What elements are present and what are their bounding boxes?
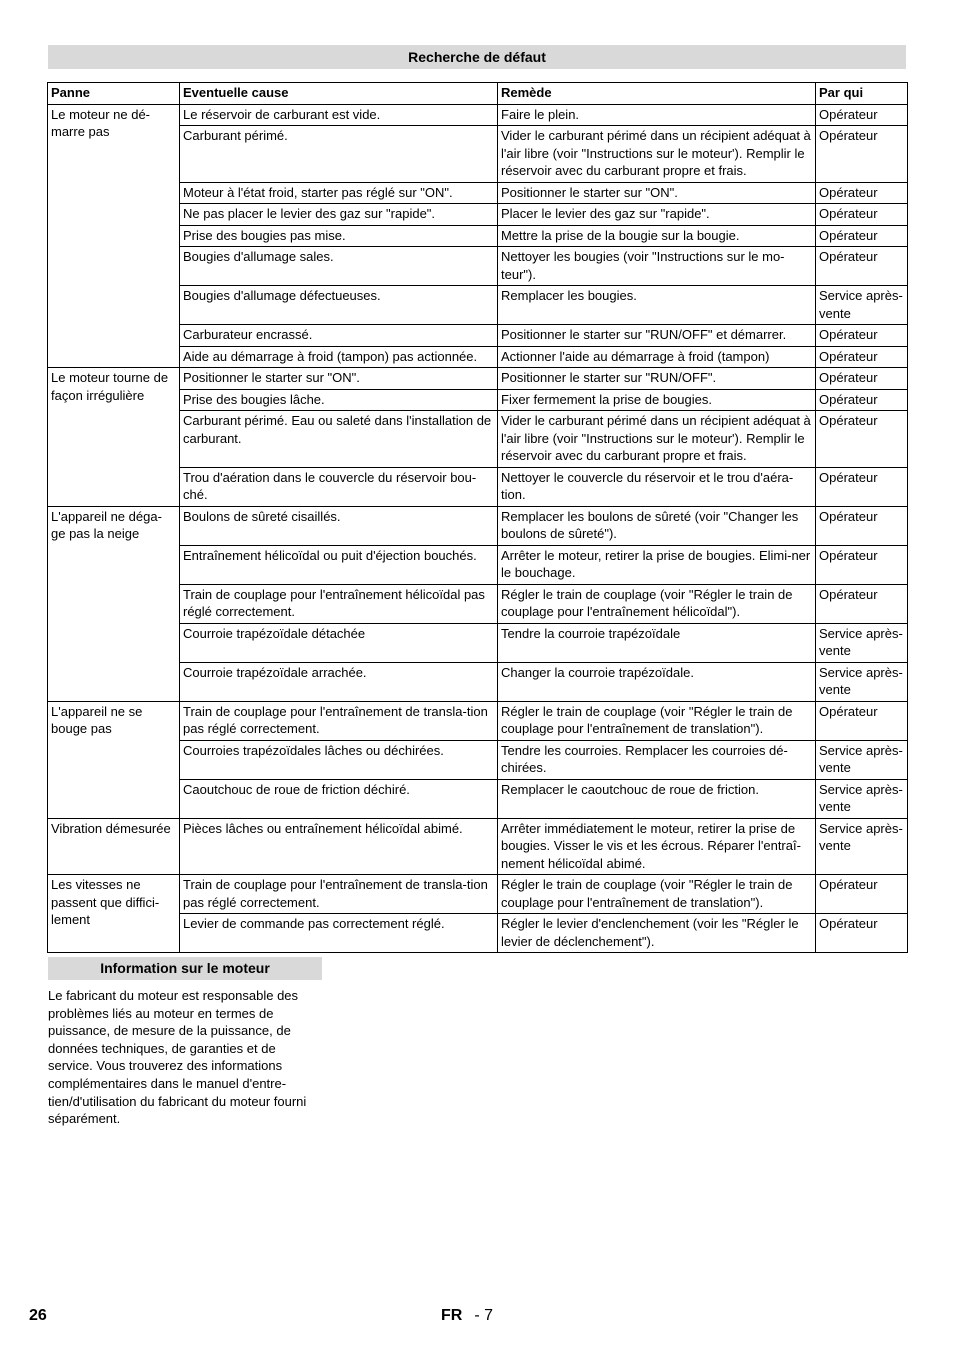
cause-cell: Trou d'aération dans le couvercle du réservoir bou-ché.	[180, 467, 498, 506]
remede-cell: Faire le plein.	[498, 104, 816, 126]
cause-cell: Bougies d'allumage défectueuses.	[180, 286, 498, 325]
panne-cell: L'appareil ne déga-ge pas la neige	[48, 506, 180, 701]
par-qui-cell: Service après-vente	[816, 779, 908, 818]
cause-cell: Carburant périmé.	[180, 126, 498, 183]
cause-cell: Train de couplage pour l'entraînement hélicoïdal pas réglé correctement.	[180, 584, 498, 623]
remede-cell: Régler le train de couplage (voir "Régler le train de couplage pour l'entraînement hélicoïdal").	[498, 584, 816, 623]
cause-cell: Levier de commande pas correctement réglé.	[180, 914, 498, 953]
par-qui-cell: Opérateur	[816, 701, 908, 740]
page-number: 26	[29, 1307, 47, 1324]
column-header: Eventuelle cause	[180, 83, 498, 105]
cause-cell: Train de couplage pour l'entraînement de transla-tion pas réglé correctement.	[180, 701, 498, 740]
table-row	[48, 875, 908, 914]
remede-cell: Arrêter le moteur, retirer la prise de bougies. Elimi-ner le bouchage.	[498, 545, 816, 584]
remede-cell: Vider le carburant périmé dans un récipient adéquat à l'air libre (voir "Instructions sur le moteur'). Remplir le réservoir avec du carburant propre et frais.	[498, 126, 816, 183]
remede-cell: Remplacer les boulons de sûreté (voir "Changer les boulons de sûreté").	[498, 506, 816, 545]
cause-cell: Carburateur encrassé.	[180, 325, 498, 347]
cause-cell: Courroie trapézoïdale détachée	[180, 623, 498, 662]
cause-cell: Courroies trapézoïdales lâches ou déchirées.	[180, 740, 498, 779]
remede-cell: Régler le train de couplage (voir "Régler le train de couplage pour l'entraînement de translation").	[498, 875, 816, 914]
footer-language	[441, 1307, 493, 1325]
cause-cell: Entraînement hélicoïdal ou puit d'éjection bouchés.	[180, 545, 498, 584]
panne-cell: Vibration démesurée	[48, 818, 180, 875]
par-qui-cell: Service après-vente	[816, 662, 908, 701]
par-qui-cell: Opérateur	[816, 584, 908, 623]
cause-cell: Courroie trapézoïdale arrachée.	[180, 662, 498, 701]
panne-cell: Les vitesses ne passent que diffici-lement	[48, 875, 180, 953]
cause-cell: Prise des bougies pas mise.	[180, 225, 498, 247]
cause-cell: Caoutchouc de roue de friction déchiré.	[180, 779, 498, 818]
table-header-row	[48, 83, 908, 105]
par-qui-cell: Service après-vente	[816, 818, 908, 875]
panne-cell: Le moteur tourne de façon irrégulière	[48, 368, 180, 507]
par-qui-cell: Opérateur	[816, 182, 908, 204]
remede-cell: Changer la courroie trapézoïdale.	[498, 662, 816, 701]
remede-cell: Placer le levier des gaz sur "rapide".	[498, 204, 816, 226]
par-qui-cell: Opérateur	[816, 545, 908, 584]
par-qui-cell: Opérateur	[816, 506, 908, 545]
par-qui-cell: Opérateur	[816, 389, 908, 411]
remede-cell: Régler le levier d'enclenchement (voir les "Régler le levier de déclenchement").	[498, 914, 816, 953]
par-qui-cell: Opérateur	[816, 225, 908, 247]
remede-cell: Vider le carburant périmé dans un récipient adéquat à l'air libre (voir "Instructions sur le moteur'). Remplir le réservoir avec du carburant propre et frais.	[498, 411, 816, 468]
par-qui-cell: Opérateur	[816, 325, 908, 347]
par-qui-cell: Service après-vente	[816, 740, 908, 779]
remede-cell: Mettre la prise de la bougie sur la bougie.	[498, 225, 816, 247]
par-qui-cell: Opérateur	[816, 346, 908, 368]
par-qui-cell: Opérateur	[816, 467, 908, 506]
par-qui-cell: Opérateur	[816, 875, 908, 914]
cause-cell: Ne pas placer le levier des gaz sur "rapide".	[180, 204, 498, 226]
cause-cell: Positionner le starter sur "ON".	[180, 368, 498, 390]
par-qui-cell: Opérateur	[816, 104, 908, 126]
table-row	[48, 104, 908, 126]
par-qui-cell: Opérateur	[816, 204, 908, 226]
remede-cell: Tendre les courroies. Remplacer les courroies dé-chirées.	[498, 740, 816, 779]
cause-cell: Pièces lâches ou entraînement hélicoïdal abimé.	[180, 818, 498, 875]
remede-cell: Remplacer les bougies.	[498, 286, 816, 325]
cause-cell: Le réservoir de carburant est vide.	[180, 104, 498, 126]
cause-cell: Moteur à l'état froid, starter pas réglé sur "ON".	[180, 182, 498, 204]
table-row	[48, 818, 908, 875]
par-qui-cell: Service après-vente	[816, 286, 908, 325]
remede-cell: Tendre la courroie trapézoïdale	[498, 623, 816, 662]
par-qui-cell: Service après-vente	[816, 623, 908, 662]
section-title: Recherche de défaut	[48, 45, 906, 69]
par-qui-cell: Opérateur	[816, 914, 908, 953]
remede-cell: Régler le train de couplage (voir "Régler le train de couplage pour l'entraînement de translation").	[498, 701, 816, 740]
footer-page-ref: - 7	[474, 1307, 493, 1324]
column-header: Par qui	[816, 83, 908, 105]
remede-cell: Positionner le starter sur "RUN/OFF".	[498, 368, 816, 390]
info-paragraph: Le fabricant du moteur est responsable des problèmes liés au moteur en termes de puissance, de mesure de la puissance, de données techniques, de garanties et de service. Vous trouverez des informations complémentaires dans le manuel d'entre-tien/d'utilisation du fabricant du moteur fourni séparément.	[48, 988, 307, 1127]
cause-cell: Carburant périmé. Eau ou saleté dans l'installation de carburant.	[180, 411, 498, 468]
table-row	[48, 506, 908, 545]
par-qui-cell: Opérateur	[816, 247, 908, 286]
cause-cell: Bougies d'allumage sales.	[180, 247, 498, 286]
remede-cell: Fixer fermement la prise de bougies.	[498, 389, 816, 411]
cause-cell: Aide au démarrage à froid (tampon) pas actionnée.	[180, 346, 498, 368]
language-code: FR	[441, 1307, 463, 1324]
column-header: Remède	[498, 83, 816, 105]
remede-cell: Positionner le starter sur "RUN/OFF" et démarrer.	[498, 325, 816, 347]
info-title: Information sur le moteur	[48, 957, 322, 980]
cause-cell: Boulons de sûreté cisaillés.	[180, 506, 498, 545]
par-qui-cell: Opérateur	[816, 126, 908, 183]
par-qui-cell: Opérateur	[816, 411, 908, 468]
panne-cell: L'appareil ne se bouge pas	[48, 701, 180, 818]
remede-cell: Nettoyer le couvercle du réservoir et le trou d'aéra-tion.	[498, 467, 816, 506]
par-qui-cell: Opérateur	[816, 368, 908, 390]
column-header: Panne	[48, 83, 180, 105]
cause-cell: Train de couplage pour l'entraînement de transla-tion pas réglé correctement.	[180, 875, 498, 914]
remede-cell: Nettoyer les bougies (voir "Instructions sur le mo-teur").	[498, 247, 816, 286]
remede-cell: Remplacer le caoutchouc de roue de friction.	[498, 779, 816, 818]
remede-cell: Arrêter immédiatement le moteur, retirer la prise de bougies. Visser le vis et les écrous. Réparer l'entraî-nement hélicoïdal abimé.	[498, 818, 816, 875]
panne-cell: Le moteur ne dé-marre pas	[48, 104, 180, 368]
cause-cell: Prise des bougies lâche.	[180, 389, 498, 411]
remede-cell: Actionner l'aide au démarrage à froid (tampon)	[498, 346, 816, 368]
troubleshooting-table	[47, 82, 908, 953]
remede-cell: Positionner le starter sur "ON".	[498, 182, 816, 204]
table-row	[48, 368, 908, 390]
table-row	[48, 701, 908, 740]
